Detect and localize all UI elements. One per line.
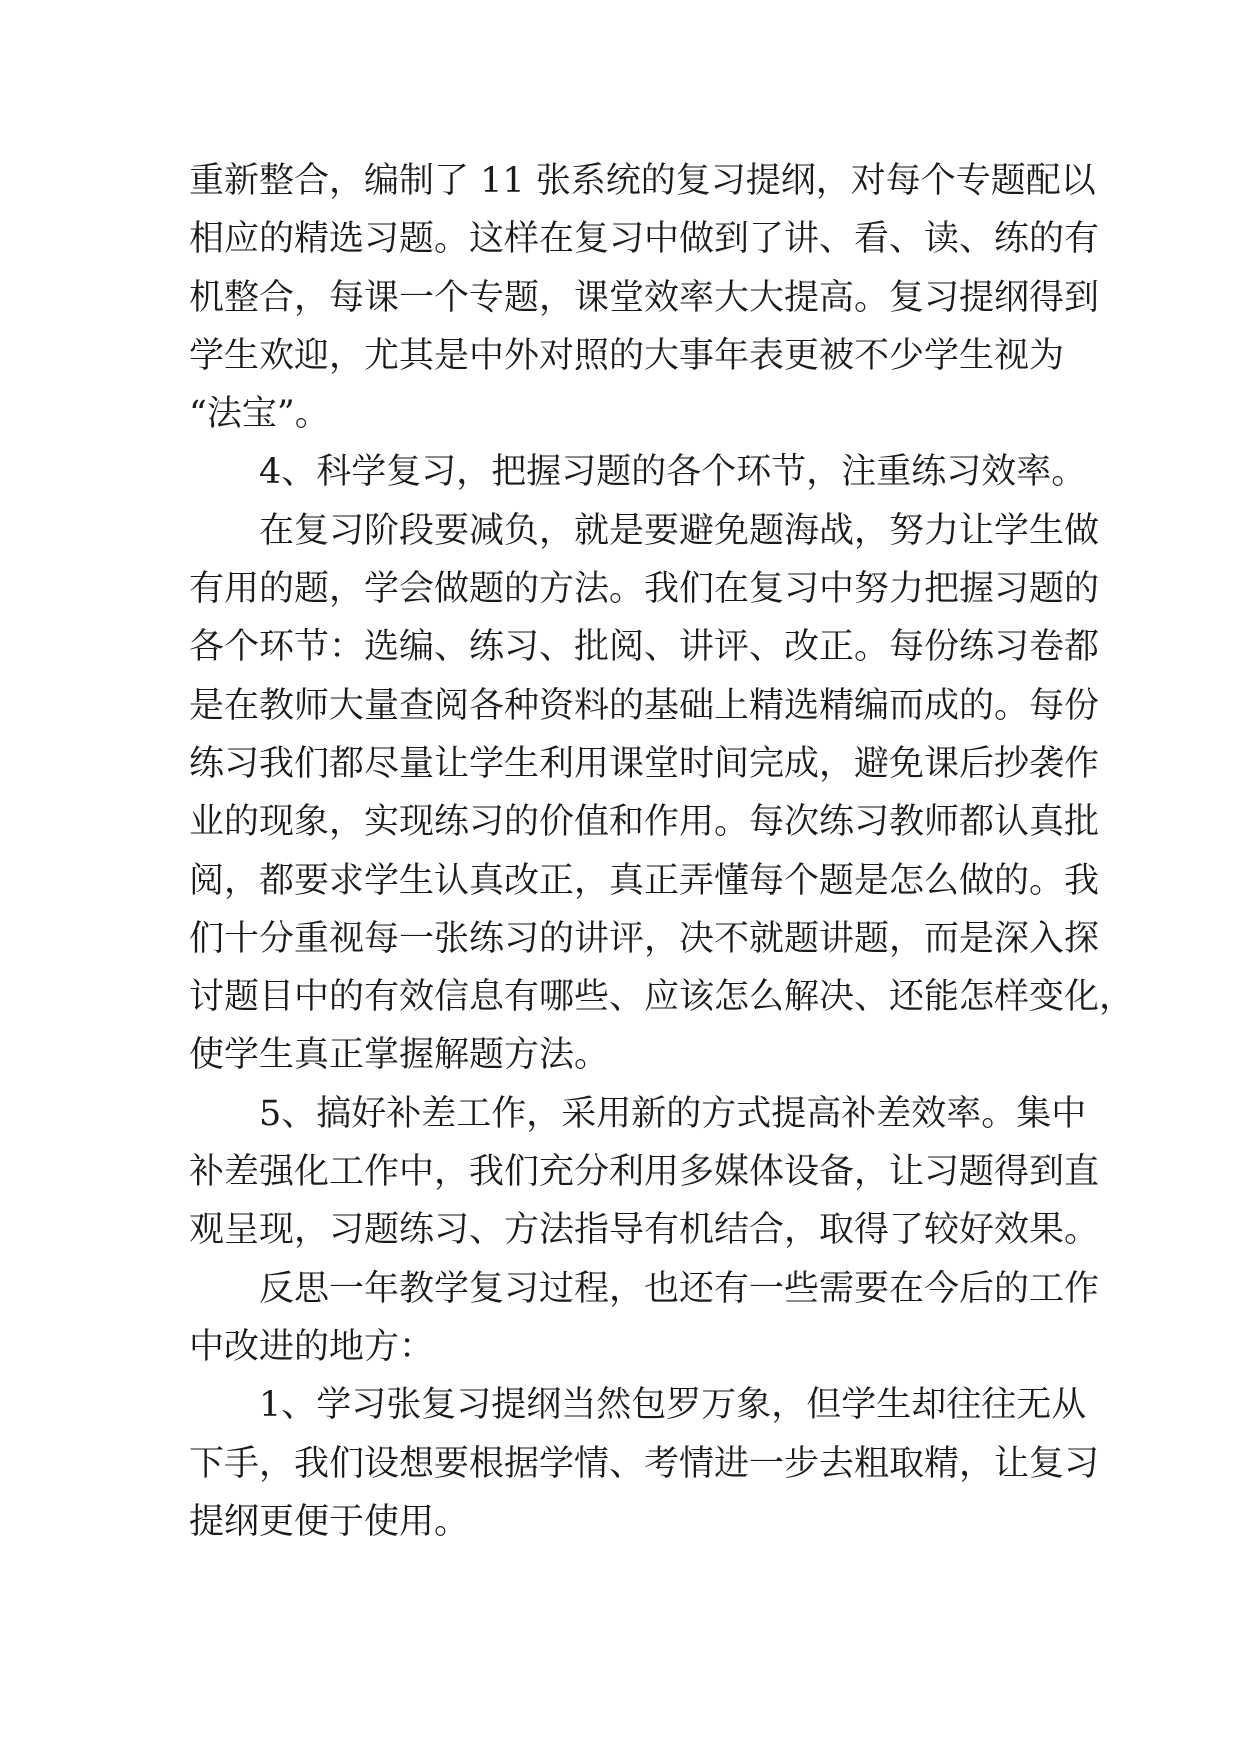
text-line: 机整合，每课一个专题，课堂效率大大提高。复习提纲得到 bbox=[189, 277, 1100, 318]
text-line: 使学生真正掌握解题方法。 bbox=[189, 1035, 610, 1076]
list-item-1: 1、学习张复习提纲当然包罗万象，但学生却往往无从 bbox=[259, 1385, 1087, 1426]
text-line: 观呈现，习题练习、方法指导有机结合，取得了较好效果。 bbox=[189, 1210, 1100, 1251]
text-line: 提纲更便于使用。 bbox=[189, 1501, 470, 1542]
text-line: 中改进的地方： bbox=[189, 1326, 435, 1367]
text-line: 下手，我们设想要根据学情、考情进一步去粗取精，让复习 bbox=[189, 1443, 1100, 1484]
text-line: 补差强化工作中，我们充分利用多媒体设备，让习题得到直 bbox=[189, 1152, 1100, 1193]
text-line: 阅，都要求学生认真改正，真正弄懂每个题是怎么做的。我 bbox=[189, 860, 1100, 901]
text-line: 反思一年教学复习过程，也还有一些需要在今后的工作 bbox=[259, 1268, 1100, 1309]
text-line: 是在教师大量查阅各种资料的基础上精选精编而成的。每份 bbox=[189, 685, 1100, 726]
text-line: 学生欢迎，尤其是中外对照的大事年表更被不少学生视为 bbox=[189, 335, 1065, 376]
text-line: 各个环节：选编、练习、批阅、讲评、改正。每份练习卷都 bbox=[189, 627, 1100, 668]
text-line: 相应的精选习题。这样在复习中做到了讲、看、读、练的有 bbox=[189, 219, 1100, 260]
text-line: 练习我们都尽量让学生利用课堂时间完成，避免课后抄袭作 bbox=[189, 743, 1100, 784]
text-line: “法宝”。 bbox=[189, 394, 330, 435]
document-body bbox=[189, 152, 1135, 1551]
text-line: 业的现象，实现练习的价值和作用。每次练习教师都认真批 bbox=[189, 802, 1100, 843]
text-line: 重新整合，编制了 11 张系统的复习提纲，对每个专题配以 bbox=[189, 161, 1096, 201]
text-line: 有用的题，学会做题的方法。我们在复习中努力把握习题的 bbox=[189, 569, 1100, 610]
section-heading-5: 5、搞好补差工作，采用新的方式提高补差效率。集中 bbox=[259, 1093, 1087, 1134]
text-line: 们十分重视每一张练习的讲评，决不就题讲题，而是深入探 bbox=[189, 918, 1100, 959]
text-line: 讨题目中的有效信息有哪些、应该怎么解决、还能怎样变化， bbox=[189, 977, 1135, 1018]
text-line: 在复习阶段要减负，就是要避免题海战，努力让学生做 bbox=[259, 510, 1100, 551]
section-heading-4: 4、科学复习，把握习题的各个环节，注重练习效率。 bbox=[259, 452, 1087, 493]
